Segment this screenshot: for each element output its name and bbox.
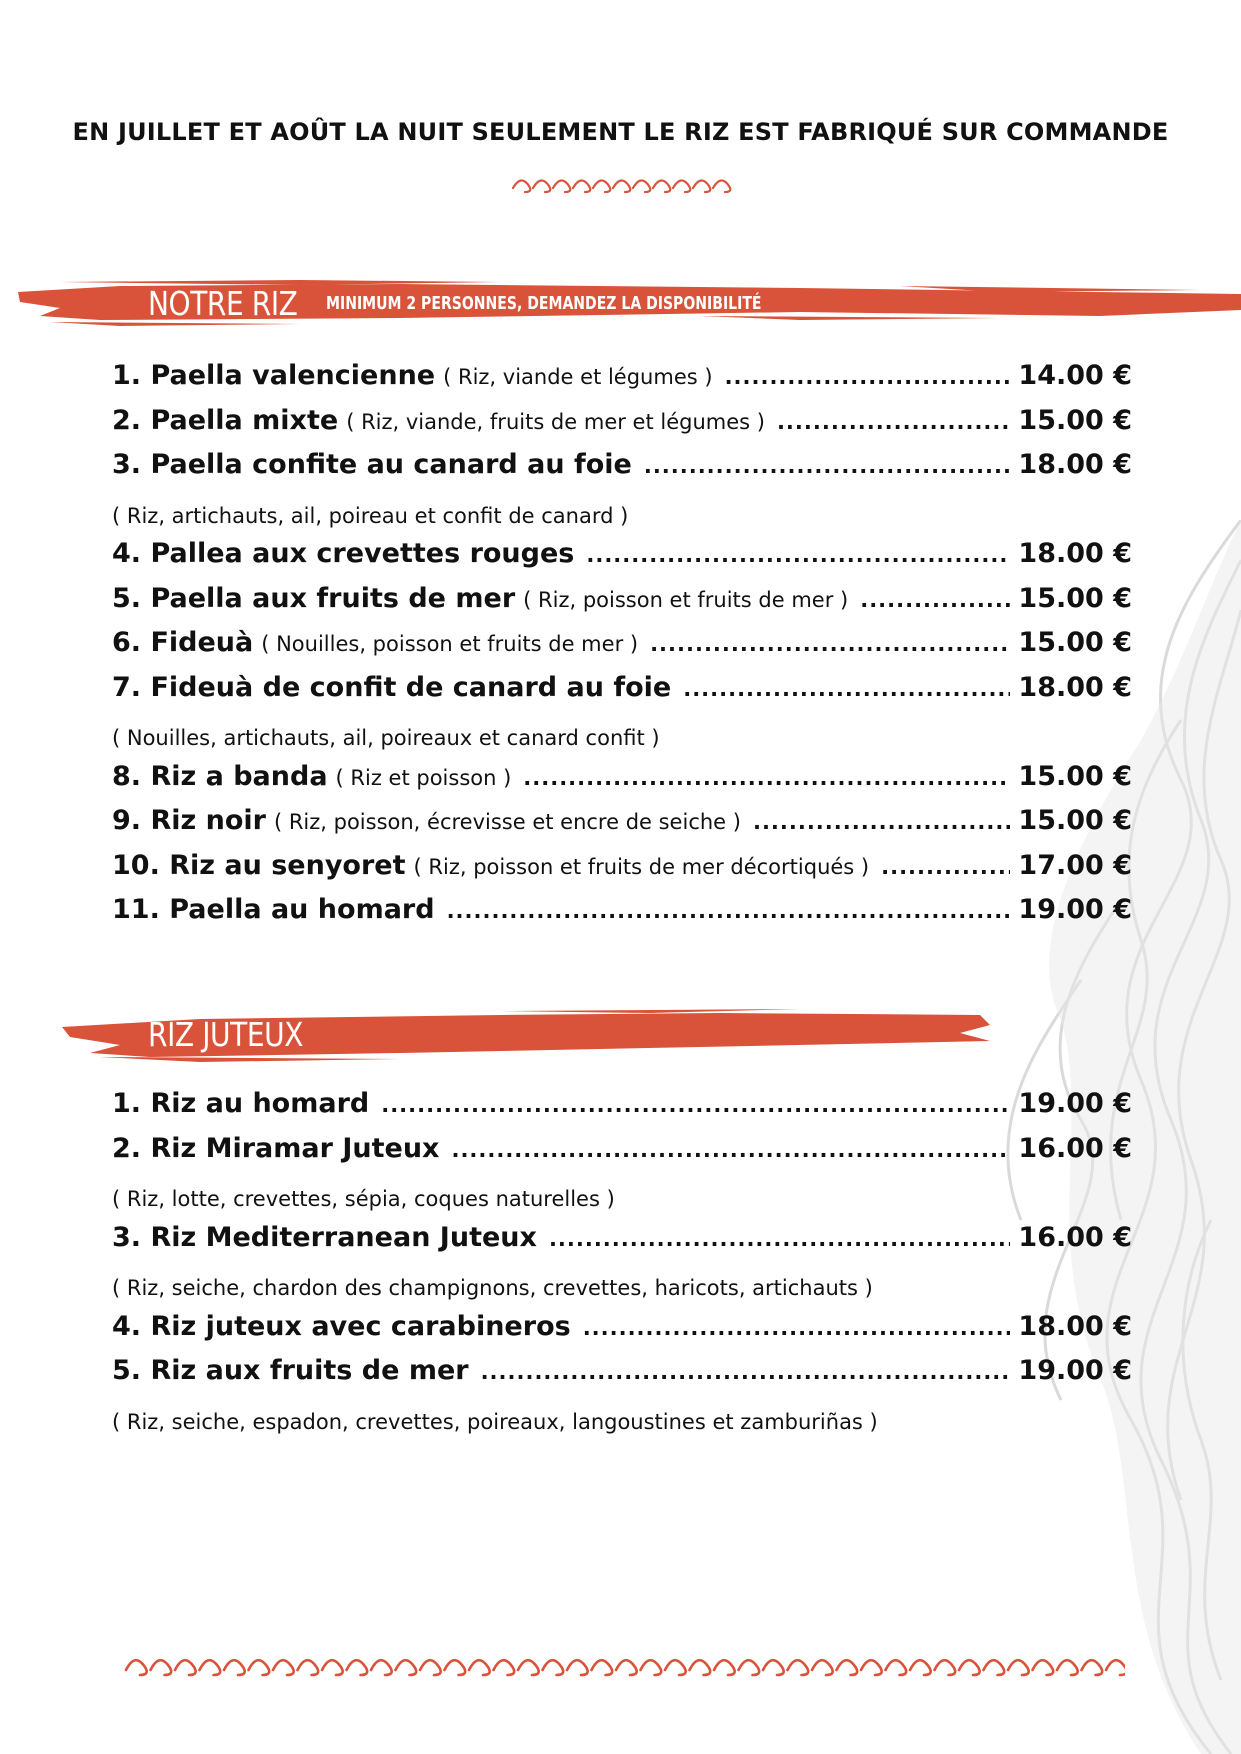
dot-leader bbox=[860, 588, 1010, 612]
menu-item bbox=[112, 761, 1132, 806]
menu-item-name: 8. Riz a banda bbox=[112, 760, 328, 792]
menu-item-name: 2. Riz Miramar Juteux bbox=[112, 1132, 440, 1164]
menu-item-name: 5. Paella aux fruits de mer bbox=[112, 582, 516, 614]
section-title-notre-riz: NOTRE RIZ bbox=[148, 284, 298, 323]
menu-item-name: 6. Fideuà bbox=[112, 627, 254, 658]
menu-item-price: 18.00 € bbox=[1018, 538, 1132, 569]
menu-item-price: 18.00 € bbox=[1018, 671, 1132, 703]
menu-item-price: 15.00 € bbox=[1018, 805, 1132, 836]
dot-leader bbox=[650, 632, 1010, 656]
menu-item-price: 14.00 € bbox=[1018, 360, 1132, 391]
dot-leader bbox=[549, 1227, 1010, 1251]
menu-item-description: ( Nouilles, poisson et fruits de mer ) bbox=[261, 632, 639, 656]
menu-item-price: 15.00 € bbox=[1018, 404, 1132, 436]
menu-item-description: ( Riz, poisson et fruits de mer ) bbox=[523, 587, 849, 612]
dot-leader bbox=[725, 365, 1011, 389]
menu-item-price: 16.00 € bbox=[1018, 1132, 1132, 1164]
menu-item-name: 1. Paella valencienne bbox=[112, 360, 436, 391]
dot-leader bbox=[451, 1138, 1010, 1162]
section-subtitle: MINIMUM 2 PERSONNES, DEMANDEZ LA DISPONIBILITÉ bbox=[326, 293, 762, 314]
menu-riz-juteux bbox=[112, 1088, 1132, 1444]
wave-ornament-top bbox=[508, 168, 738, 198]
dot-leader bbox=[583, 1316, 1011, 1340]
dot-leader bbox=[881, 855, 1010, 879]
dot-leader bbox=[447, 899, 1011, 923]
menu-item-description: ( Riz et poisson ) bbox=[335, 765, 512, 790]
menu-item-ingredients: ( Riz, lotte, crevettes, sépia, coques naturelles ) bbox=[112, 1187, 615, 1211]
menu-item bbox=[112, 1311, 1132, 1356]
menu-item bbox=[112, 1355, 1132, 1400]
wave-ornament-bottom bbox=[120, 1644, 1125, 1680]
dot-leader bbox=[481, 1360, 1011, 1384]
section-banner-notre-riz bbox=[0, 272, 1241, 332]
menu-item bbox=[112, 538, 1132, 583]
menu-item-price: 18.00 € bbox=[1018, 449, 1132, 480]
dot-leader bbox=[777, 410, 1010, 434]
menu-item-description: ( Riz, viande, fruits de mer et légumes ) bbox=[346, 409, 765, 434]
menu-item-price: 17.00 € bbox=[1018, 849, 1132, 881]
menu-item-name: 4. Riz juteux avec carabineros bbox=[112, 1310, 571, 1342]
menu-notre-riz bbox=[112, 360, 1132, 939]
menu-item-description: ( Riz, viande et légumes ) bbox=[443, 365, 713, 389]
menu-item bbox=[112, 850, 1132, 895]
menu-item-name: 3. Paella confite au canard au foie bbox=[112, 449, 632, 480]
menu-item-ingredients: ( Riz, seiche, chardon des champignons, crevettes, haricots, artichauts ) bbox=[112, 1276, 873, 1300]
menu-item-description: ( Riz, poisson et fruits de mer décortiqués ) bbox=[413, 854, 870, 879]
menu-item bbox=[112, 1222, 1132, 1267]
menu-item-price: 15.00 € bbox=[1018, 582, 1132, 614]
menu-item-name: 4. Pallea aux crevettes rouges bbox=[112, 538, 575, 569]
menu-item bbox=[112, 894, 1132, 939]
menu-item-price: 15.00 € bbox=[1018, 760, 1132, 792]
menu-item bbox=[112, 672, 1132, 717]
menu-item bbox=[112, 405, 1132, 450]
menu-item-name: 7. Fideuà de confit de canard au foie bbox=[112, 671, 672, 703]
menu-item bbox=[112, 360, 1132, 405]
menu-item-description: ( Riz, poisson, écrevisse et encre de seiche ) bbox=[273, 810, 741, 834]
menu-item bbox=[112, 805, 1132, 850]
menu-item-name: 3. Riz Mediterranean Juteux bbox=[112, 1221, 537, 1253]
menu-item bbox=[112, 1133, 1132, 1178]
menu-item-ingredients: ( Riz, seiche, espadon, crevettes, poireaux, langoustines et zamburiñas ) bbox=[112, 1409, 878, 1434]
dot-leader bbox=[753, 810, 1010, 834]
menu-item-price: 19.00 € bbox=[1018, 894, 1132, 925]
menu-item-price: 19.00 € bbox=[1018, 1088, 1132, 1119]
menu-item bbox=[112, 627, 1132, 672]
section-banner-riz-juteux bbox=[0, 1005, 1000, 1065]
menu-item-price: 15.00 € bbox=[1018, 627, 1132, 658]
menu-item bbox=[112, 449, 1132, 494]
dot-leader bbox=[586, 543, 1010, 567]
menu-item-name: 9. Riz noir bbox=[112, 805, 266, 836]
dot-leader bbox=[523, 766, 1010, 790]
dot-leader bbox=[381, 1093, 1010, 1117]
menu-item-price: 18.00 € bbox=[1018, 1310, 1132, 1342]
menu-item-name: 10. Riz au senyoret bbox=[112, 849, 406, 881]
dot-leader bbox=[683, 677, 1010, 701]
menu-item bbox=[112, 583, 1132, 628]
menu-item-name: 5. Riz aux fruits de mer bbox=[112, 1355, 469, 1386]
menu-item-ingredients: ( Nouilles, artichauts, ail, poireaux et canard confit ) bbox=[112, 726, 660, 750]
menu-item-price: 16.00 € bbox=[1018, 1221, 1132, 1253]
section-title-riz-juteux: RIZ JUTEUX bbox=[148, 1015, 304, 1054]
dot-leader bbox=[644, 454, 1011, 478]
menu-item-price: 19.00 € bbox=[1018, 1355, 1132, 1386]
menu-item bbox=[112, 1088, 1132, 1133]
menu-item-name: 1. Riz au homard bbox=[112, 1088, 370, 1119]
menu-item-name: 11. Paella au homard bbox=[112, 894, 435, 925]
top-notice: EN JUILLET ET AOÛT LA NUIT SEULEMENT LE RIZ EST FABRIQUÉ SUR COMMANDE bbox=[72, 118, 1169, 146]
menu-item-ingredients: ( Riz, artichauts, ail, poireau et confit de canard ) bbox=[112, 503, 629, 528]
menu-item-name: 2. Paella mixte bbox=[112, 404, 339, 436]
